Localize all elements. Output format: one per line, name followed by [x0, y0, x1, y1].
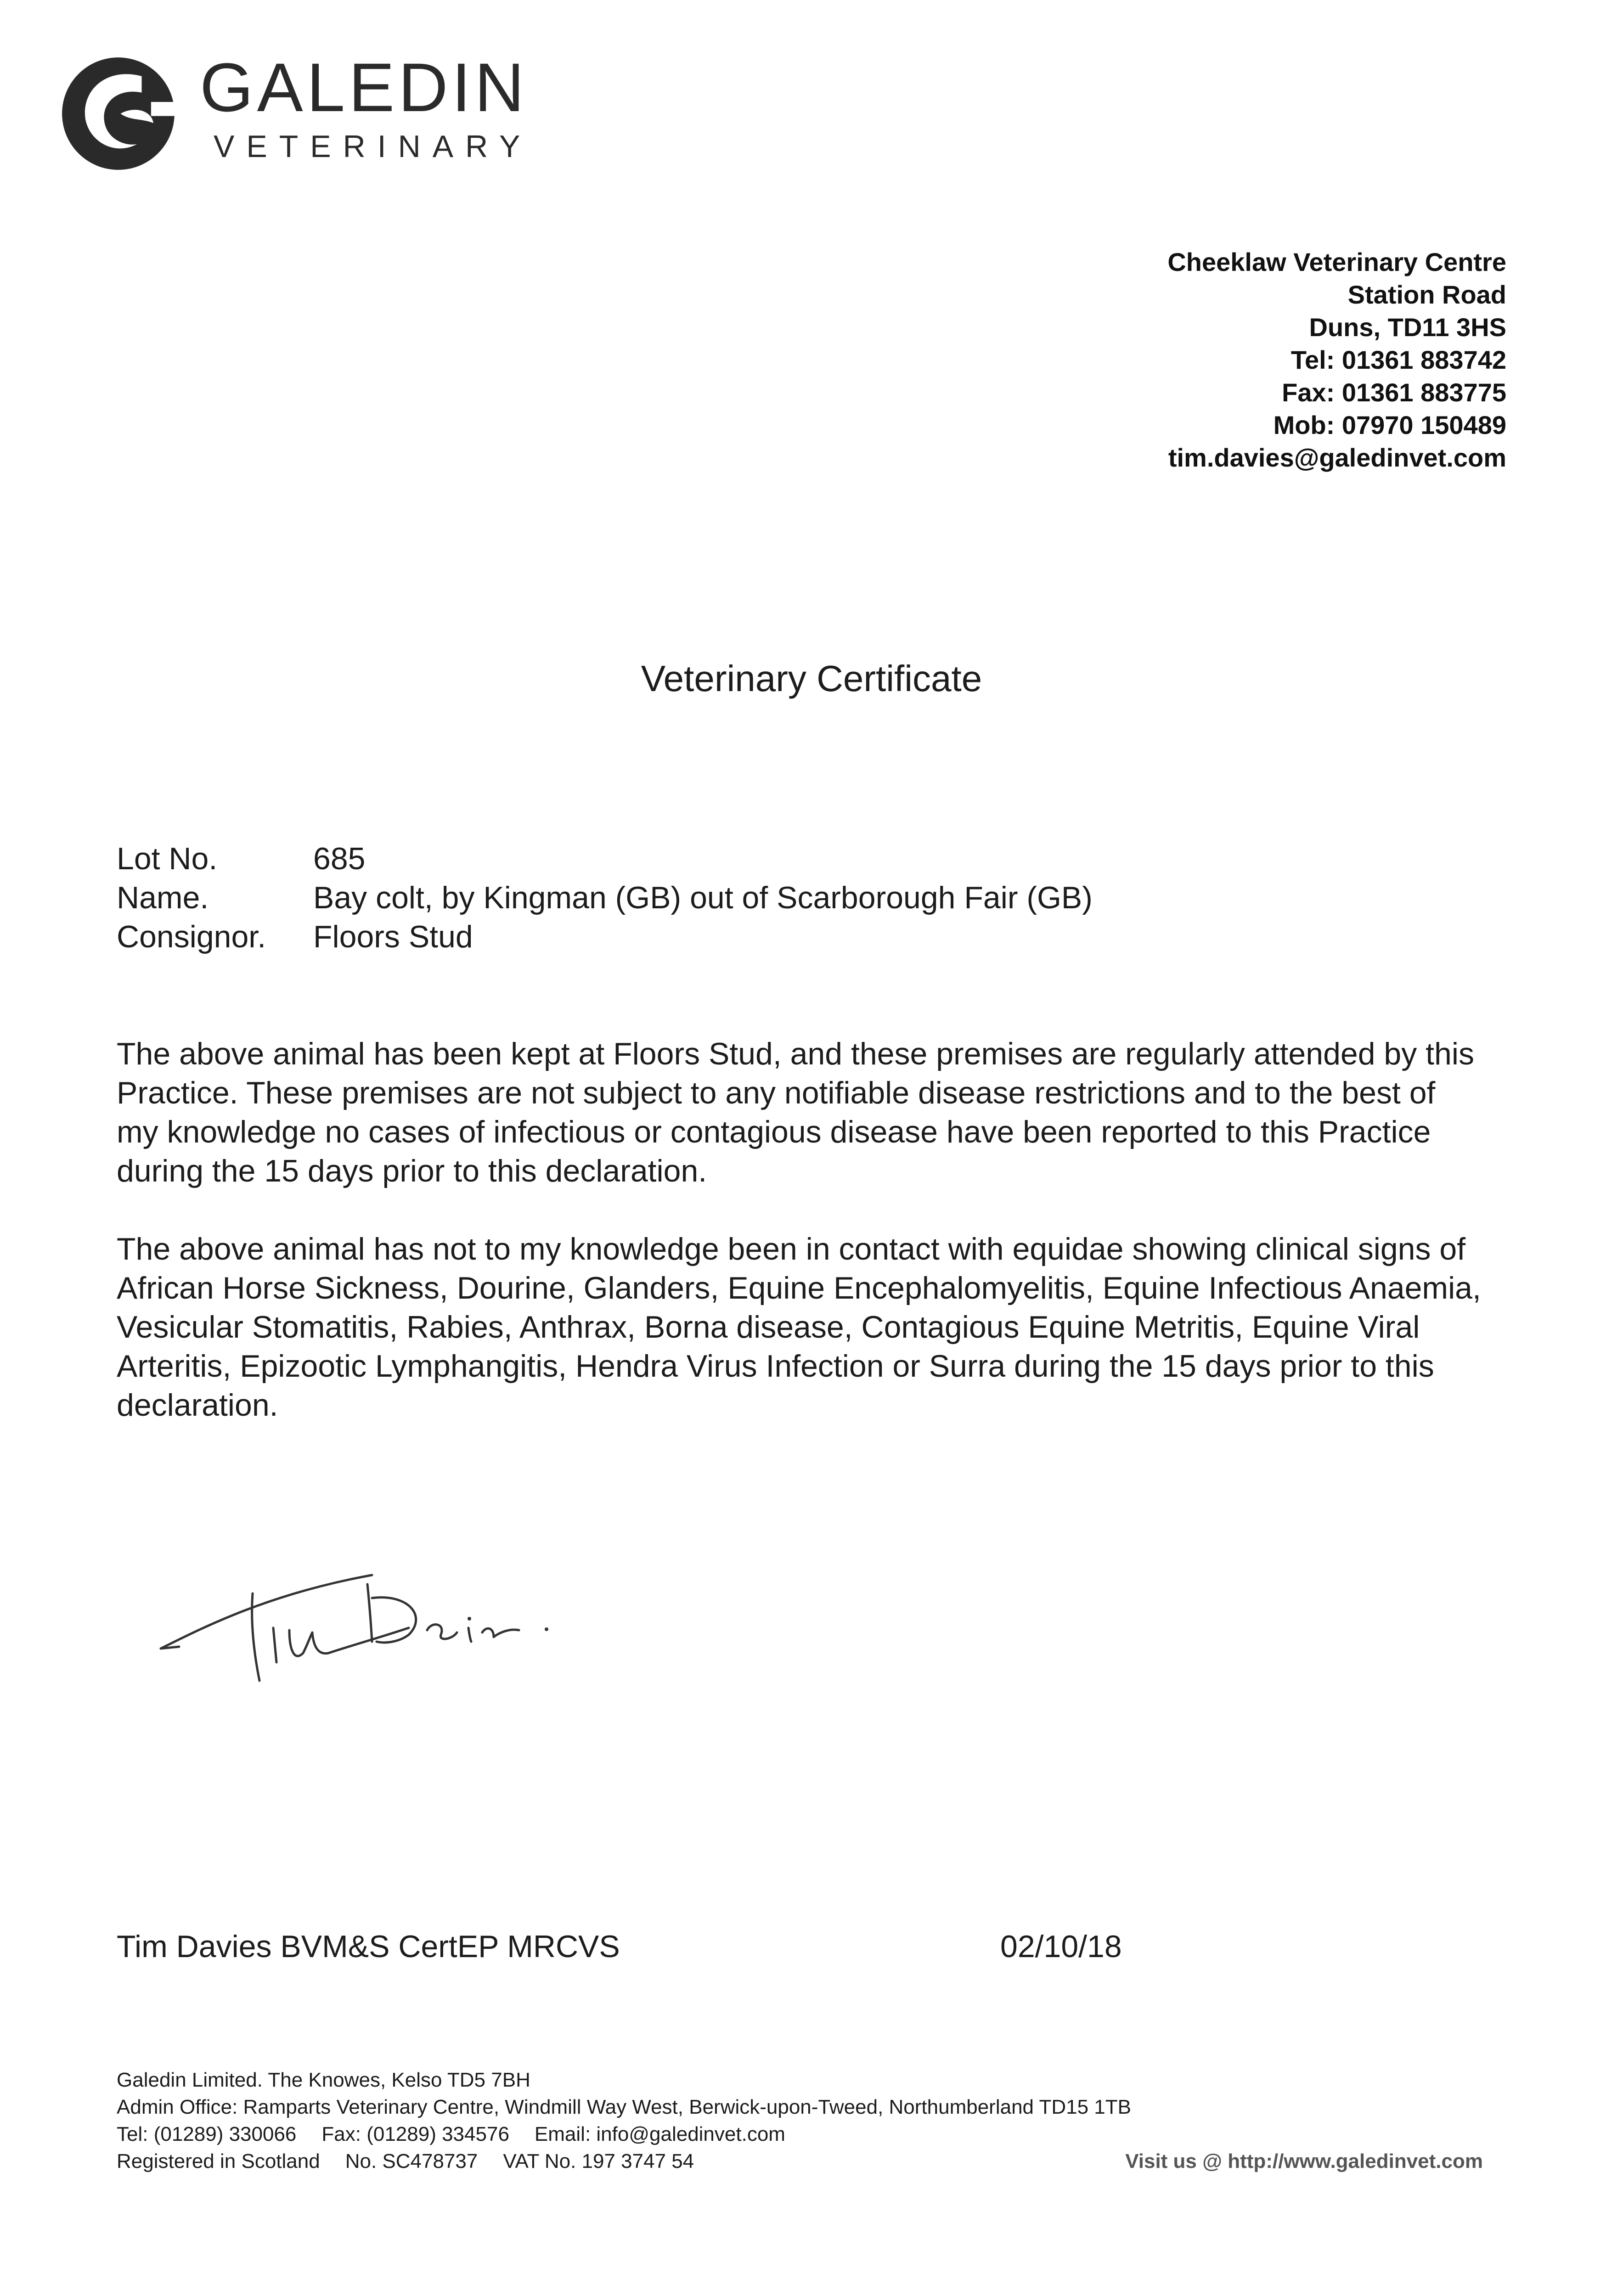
address-line: Fax: 01361 883775: [1282, 378, 1506, 407]
address-line: Tel: 01361 883742: [1291, 345, 1506, 374]
galedin-logo: [60, 49, 542, 177]
paragraph-line: African Horse Sickness, Dourine, Glanders, Equine Encephalomyelitis, Equine Infectious Anaemia,: [117, 1271, 1481, 1306]
footer-vat: VAT No. 197 3747 54: [503, 2150, 694, 2172]
galedin-logo-icon: [60, 55, 177, 172]
paragraph-line: Vesicular Stomatitis, Rabies, Anthrax, Borna disease, Contagious Equine Metritis, Equine Viral: [117, 1310, 1420, 1345]
paragraph-line: my knowledge no cases of infectious or contagious disease have been reported to this Practice: [117, 1114, 1431, 1149]
footer-email: Email: info@galedinvet.com: [534, 2123, 785, 2145]
footer-admin-office: Admin Office: Ramparts Veterinary Centre, Windmill Way West, Berwick-upon-Tweed, Northumberland TD15 1TB: [117, 2096, 1131, 2118]
signature-date: 02/10/18: [1000, 1929, 1122, 1964]
paragraph-line: Arteritis, Epizootic Lymphangitis, Hendra Virus Infection or Surra during the 15 days prior to this: [117, 1349, 1434, 1384]
document-title: Veterinary Certificate: [641, 658, 982, 699]
lot-details: [117, 839, 1093, 957]
address-line: Station Road: [1347, 280, 1506, 309]
paragraph-line: The above animal has not to my knowledge been in contact with equidae showing clinical signs of: [117, 1232, 1466, 1266]
footer-registered: Registered in Scotland: [117, 2150, 320, 2172]
footer-company-no: No. SC478737: [345, 2150, 478, 2172]
footer-registration: [117, 2148, 1131, 2175]
address-email: tim.davies@galedinvet.com: [1168, 443, 1506, 472]
footer-contact: [117, 2121, 1131, 2148]
brand-subtitle: VETERINARY: [214, 129, 532, 164]
paragraph-line: declaration.: [117, 1388, 278, 1423]
declaration-paragraph-1: [117, 1035, 1513, 1191]
detail-label: Consignor.: [117, 919, 266, 954]
declaration-paragraph-2: [117, 1230, 1513, 1425]
footer-tel: Tel: (01289) 330066: [117, 2123, 297, 2145]
detail-label: Name.: [117, 880, 209, 915]
detail-value: Bay colt, by Kingman (GB) out of Scarborough Fair (GB): [313, 880, 1093, 915]
paragraph-line: The above animal has been kept at Floors Stud, and these premises are regularly attended by this: [117, 1036, 1474, 1071]
detail-value: Floors Stud: [313, 919, 473, 954]
paragraph-line: Practice. These premises are not subject to any notifiable disease restrictions and to the best of: [117, 1075, 1436, 1110]
footer: [117, 2066, 1131, 2175]
paragraph-line: during the 15 days prior to this declaration.: [117, 1154, 707, 1188]
detail-label: Lot No.: [117, 841, 218, 876]
detail-row-consignor: [117, 917, 1093, 957]
brand-name: GALEDIN: [200, 49, 528, 126]
detail-row-lot: [117, 839, 1093, 878]
footer-fax: Fax: (01289) 334576: [321, 2123, 509, 2145]
detail-row-name: [117, 878, 1093, 917]
address-line: Mob: 07970 150489: [1273, 411, 1506, 439]
footer-company: Galedin Limited. The Knowes, Kelso TD5 7BH: [117, 2069, 530, 2091]
detail-value: 685: [313, 841, 366, 876]
practice-address: [955, 246, 1506, 474]
address-line: Duns, TD11 3HS: [1309, 313, 1506, 342]
website-link[interactable]: Visit us @ http://www.galedinvet.com: [1125, 2150, 1483, 2172]
handwritten-signature: [152, 1543, 565, 1699]
signer-name: Tim Davies BVM&S CertEP MRCVS: [117, 1929, 620, 1964]
address-line: Cheeklaw Veterinary Centre: [1167, 248, 1506, 276]
